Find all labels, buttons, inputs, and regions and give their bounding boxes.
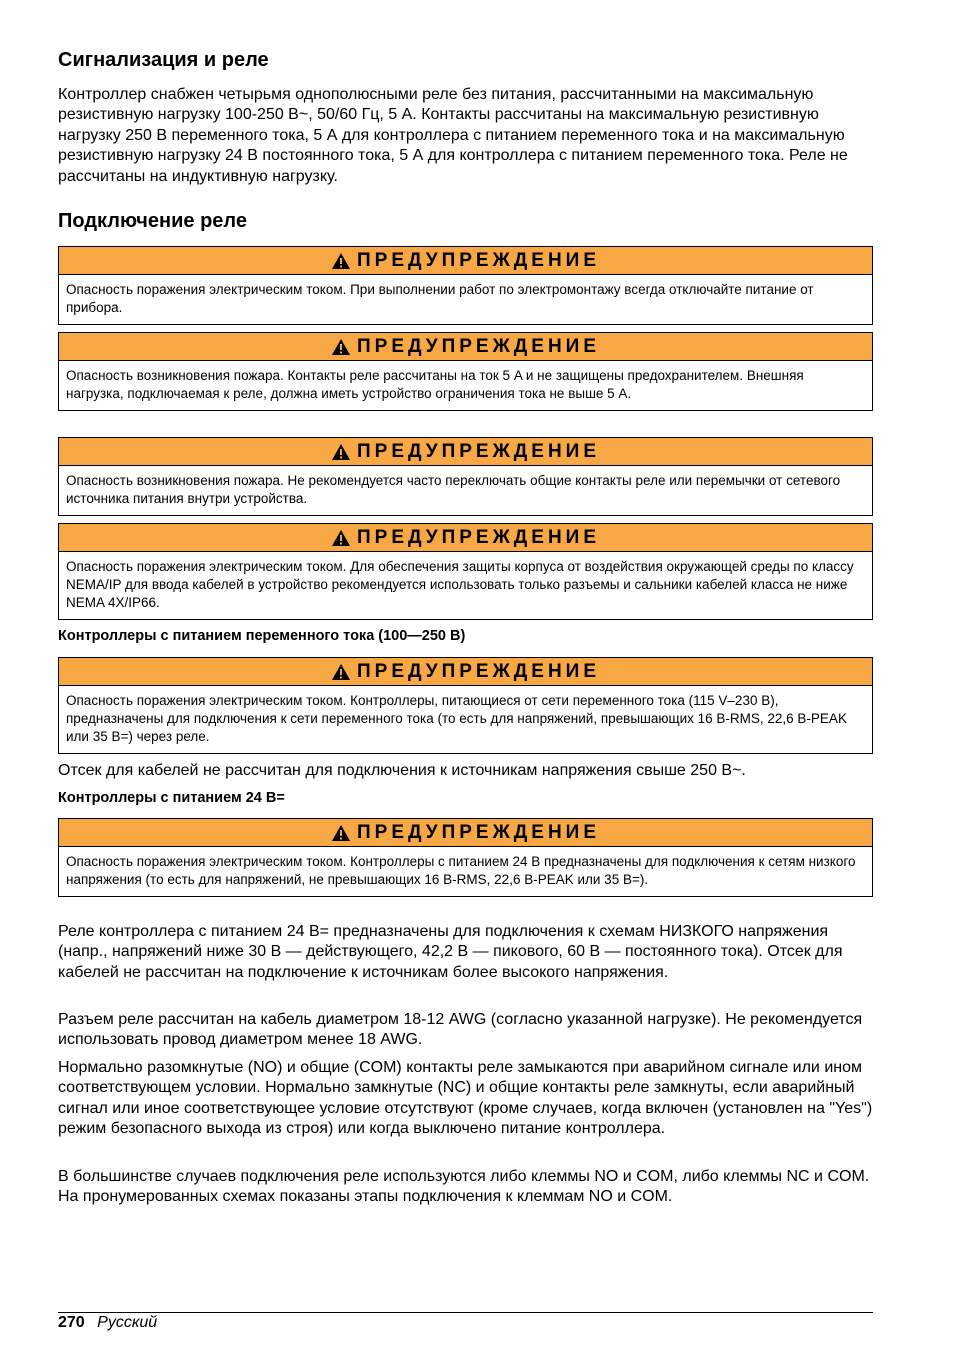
dc-relay-paragraph: Реле контроллера с питанием 24 В= предназначены для подключения к схемам НИЗКОГО напряжения (напр., напряжений ниже 30 В — действующего, 42,2 В — пикового, 60 В — постоянного тока). Отсек для кабелей не рассчитан на подключение к источникам более высокого напряжения. — [58, 923, 843, 981]
warning-box — [58, 332, 873, 411]
warning-triangle-icon — [331, 824, 351, 842]
subheading-dc-controllers: Контроллеры с питанием 24 В= — [58, 790, 285, 806]
warning-triangle-icon — [331, 443, 351, 461]
terminals-paragraph: В большинстве случаев подключения реле используются либо клеммы NO и COM, либо клеммы NC и COM. На пронумерованных схемах показаны этапы подключения к клеммам NO и COM. — [58, 1168, 870, 1206]
warning-text: Опасность возникновения пожара. Контакты реле рассчитаны на ток 5 A и не защищены предохранителем. Внешняя нагрузка, подключаемая к реле, должна иметь устройство ограничения тока не выше 5 A. — [66, 368, 804, 401]
warning-header — [59, 438, 872, 466]
warning-box — [58, 437, 873, 516]
section-intro-paragraph: Контроллер снабжен четырьмя однополюсными реле без питания, рассчитанными на максимальную резистивную нагрузку 100-250 В~, 50/60 Гц, 5 А. Контакты рассчитаны на максимальную резистивную нагрузку 250 В переменного тока, 5 А для контроллера с питанием переменного тока и на максимальную резистивную нагрузку 24 В постоянного тока, 5 А для контроллера с питанием переменного тока. Реле не рассчитаны на индуктивную нагрузку. — [58, 86, 848, 185]
warning-text: Опасность возникновения пожара. Не рекомендуется часто переключать общие контакты реле или перемычки от сетевого источника питания внутри устройства. — [66, 473, 841, 506]
footer-divider — [58, 1312, 873, 1313]
cable-gauge-paragraph: Разъем реле рассчитан на кабель диаметром 18-12 AWG (согласно указанной нагрузке). Не рекомендуется использовать провод диаметром менее 18 AWG. — [58, 1011, 863, 1049]
ac-note-paragraph: Отсек для кабелей не рассчитан для подключения к источникам напряжения свыше 250 В~. — [58, 762, 746, 779]
page-footer — [58, 1313, 157, 1333]
warning-triangle-icon — [331, 252, 351, 270]
warning-triangle-icon — [331, 338, 351, 356]
warning-label: ПРЕДУПРЕЖДЕНИЕ — [356, 335, 601, 357]
warning-label: ПРЕДУПРЕЖДЕНИЕ — [356, 249, 601, 271]
warning-label: ПРЕДУПРЕЖДЕНИЕ — [356, 821, 601, 843]
warning-text: Опасность поражения электрическим током. При выполнении работ по электромонтажу всегда отключайте питание от прибора. — [66, 282, 814, 315]
subheading-ac-controllers: Контроллеры с питанием переменного тока (100—250 В) — [58, 628, 466, 644]
warning-box — [58, 818, 873, 897]
footer-language: Русский — [97, 1314, 158, 1331]
warning-text: Опасность поражения электрическим током. Для обеспечения защиты корпуса от воздействия окружающей среды по классу NEMA/IP для ввода кабелей в устройство рекомендуется использовать только разъемы и сальники кабелей класса не ниже NEMA 4X/IP66. — [66, 559, 854, 610]
warning-box — [58, 246, 873, 325]
warning-header — [59, 819, 872, 847]
warning-text: Опасность поражения электрическим током. Контроллеры с питанием 24 В предназначены для подключения к сетям низкого напряжения (то есть для напряжений, не превышающих 16 В-RMS, 22,6 В-PEAK или 35 В=). — [66, 854, 856, 887]
warning-triangle-icon — [331, 529, 351, 547]
contacts-paragraph: Нормально разомкнутые (NO) и общие (COM) контакты реле замыкаются при аварийном сигнале или ином соответствующем условии. Нормально замкнутые (NC) и общие контакты реле замкнуты, если аварийный сигнал или иное соответствующее условие отсутствуют (кроме случаев, когда включен (установлен на "Yes") режим безопасного выхода из строя) или когда выключено питание контроллера. — [58, 1059, 873, 1138]
section-title-relay-connection: Подключение реле — [58, 210, 247, 232]
warning-label: ПРЕДУПРЕЖДЕНИЕ — [356, 526, 601, 548]
warning-header — [59, 247, 872, 275]
warning-text: Опасность поражения электрическим током. Контроллеры, питающиеся от сети переменного тока (115 V–230 В), предназначены для подключения к сети переменного тока (то есть для напряжений, превышающих 16 В-RMS, 22,6 В-PEAK или 35 В=) через реле. — [66, 693, 847, 744]
warning-box — [58, 657, 873, 754]
warning-header — [59, 658, 872, 686]
warning-triangle-icon — [331, 663, 351, 681]
page-number: 270 — [58, 1314, 85, 1331]
warning-header — [59, 524, 872, 552]
warning-label: ПРЕДУПРЕЖДЕНИЕ — [356, 440, 601, 462]
warning-header — [59, 333, 872, 361]
warning-box — [58, 523, 873, 620]
section-title-alarms-relays: Сигнализация и реле — [58, 49, 269, 71]
warning-label: ПРЕДУПРЕЖДЕНИЕ — [356, 660, 601, 682]
